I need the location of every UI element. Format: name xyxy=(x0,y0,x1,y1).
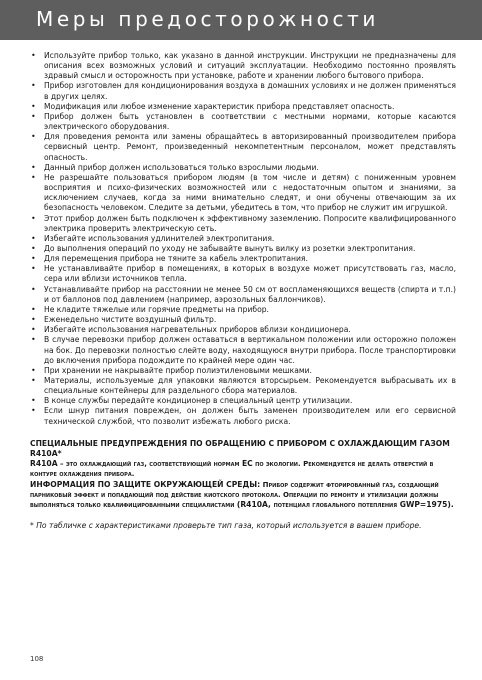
environment-gwp-value: GWP=1975). xyxy=(397,500,454,509)
footnote: * По табличке с характеристиками проверьте тип газа, который используется в вашем приборе. xyxy=(30,521,422,531)
safety-rules-list xyxy=(30,51,456,427)
safety-rule: • Не устанавливайте прибор в помещениях, в которых в воздухе может присутствовать газ, масло, сера или вблизи источников тепла. xyxy=(30,264,456,284)
special-warnings-section xyxy=(30,439,456,510)
special-warnings-heading: СПЕЦИАЛЬНЫЕ ПРЕДУПРЕЖДЕНИЯ ПО ОБРАЩЕНИЮ С ПРИБОРОМ С ОХЛАЖДАЮЩИМ ГАЗОМ R410A* xyxy=(30,438,450,458)
safety-rule: • При хранении не накрывайте прибор полиэтиленовыми мешками. xyxy=(30,366,456,376)
r410a-paragraph xyxy=(30,459,456,479)
safety-rule: • Материалы, используемые для упаковки являются вторсырьем. Рекомендуется выбрасывать их в специальные контейнеры для раздельного сбора материалов. xyxy=(30,376,456,396)
environment-text: Прибор содержит фторированный газ, создающий парниковый эффект и попадающий под действие киотского протокола. Операции по ремонту и утилизации должны выполняться только квалифицированными специалистами xyxy=(30,480,439,509)
safety-rule: • Прибор изготовлен для кондиционирования воздуха в домашних условиях и не должен применяться в других целях. xyxy=(30,81,456,101)
r410a-text-1: – это охлаждающий газ, соответствующий нормам xyxy=(57,460,242,469)
content xyxy=(30,51,456,539)
safety-rule: • Для проведения ремонта или замены обращайтесь в авторизированный производителем прибора сервисный центр. Ремонт, произведенный некомпетентным персоналом, может представлять опасность. xyxy=(30,132,456,162)
page-number: 108 xyxy=(30,655,44,663)
page-title: Меры предосторожности xyxy=(36,7,379,31)
safety-rule: • В конце службы передайте кондиционер в специальный центр утилизации. xyxy=(30,396,456,406)
safety-rule: • В случае перевозки прибор должен оставаться в вертикальном положении или осторожно положен на бок. До перевозки полностью слейте воду, находящуюся внутри прибора. После транспортировки до включения прибора подождите по крайней мере один час. xyxy=(30,335,456,365)
safety-rule: • Устанавливайте прибор на расстоянии не менее 50 см от воспламеняющихся веществ (спирта и т.п.) и от баллонов под давлением (например, аэрозольных баллончиков). xyxy=(30,285,456,305)
safety-rule: • Используйте прибор только, как указано в данной инструкции. Инструкции не предназначены для описания всех возможных условий и ситуаций эксплуатации. Необходимо постоянно проявлять здравый смысл и осторожность при установке, работе и хранении любого бытового прибора. xyxy=(30,51,456,81)
environment-paragraph xyxy=(30,480,456,511)
ec-label: ЕС xyxy=(241,459,253,469)
environment-gwp-label: потенциал глобального потепления xyxy=(273,501,398,509)
header-bar xyxy=(0,0,482,40)
safety-rule: • Для перемещения прибора не тяните за кабель электропитания. xyxy=(30,254,456,264)
safety-rule: • Избегайте использования удлинителей электропитания. xyxy=(30,234,456,244)
r410a-text-2: по экологии. Рекомендуется не делать отверстий в контуре охлаждения прибора. xyxy=(30,460,434,479)
safety-rule: • Не разрешайте пользоваться прибором людям (в том числе и детям) с пониженным уровнем восприятия и психо-физических возможностей или с недостаточным опытом и знаниями, за исключением случаев, когда за ними внимательно следят, и они обучены отвечающим за их безопасность человеком. Следите за детьми, убедитесь в том, что прибор не служит им игрушкой. xyxy=(30,173,456,214)
safety-rule: • Прибор должен быть установлен в соответствии с местными нормами, которые касаются электрического оборудования. xyxy=(30,112,456,132)
safety-rule: • Данный прибор должен использоваться только взрослыми людьми. xyxy=(30,163,456,173)
environment-heading: ИНФОРМАЦИЯ ПО ЗАЩИТЕ ОКРУЖАЮЩЕЙ СРЕДЫ: xyxy=(30,479,261,489)
safety-rule: • Еженедельно чистите воздушный фильтр. xyxy=(30,315,456,325)
safety-rule: • Не кладите тяжелые или горячие предметы на прибор. xyxy=(30,305,456,315)
safety-rule: • Модификация или любое изменение характеристик прибора представляет опасность. xyxy=(30,102,456,112)
r410a-label: R410A xyxy=(30,459,58,469)
safety-rule: • Этот прибор должен быть подключен к эффективному заземлению. Попросите квалифицированного электрика проверить электрическую сеть. xyxy=(30,214,456,234)
safety-rule: • До выполнения операций по уходу не забывайте вынуть вилку из розетки электропитания. xyxy=(30,244,456,254)
environment-gwp-gas: (R410A, xyxy=(236,500,274,509)
safety-rule: • Если шнур питания поврежден, он должен быть заменен производителем или его сервисной технической службой, что позволит избежать любого риска. xyxy=(30,406,456,426)
safety-rule: • Избегайте использования нагревательных приборов вблизи кондиционера. xyxy=(30,325,456,335)
